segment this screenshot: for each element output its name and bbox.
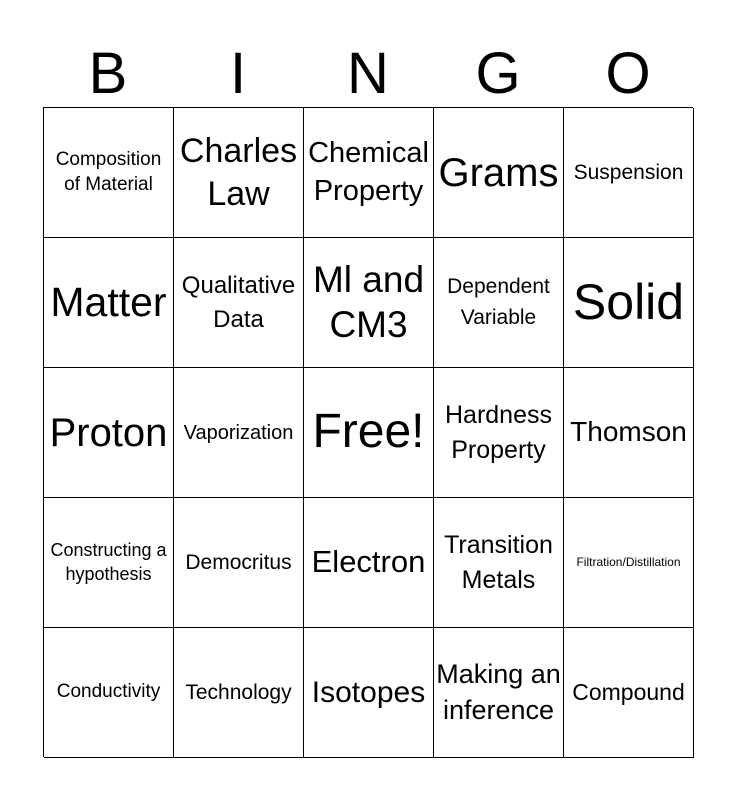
bingo-cell-qualitative-data[interactable] — [174, 238, 304, 368]
cell-label: Suspension — [573, 160, 684, 184]
bingo-cell-technology[interactable] — [174, 628, 304, 758]
cell-label: Qualitative Data — [181, 271, 296, 333]
bingo-cell-matter[interactable] — [44, 238, 174, 368]
cell-label: Filtration/Distillation — [576, 555, 681, 570]
cell-label: Isotopes — [311, 676, 426, 709]
cell-label: Technology — [185, 680, 292, 704]
cell-label: Conductivity — [56, 681, 161, 703]
header-letter-o: O — [605, 41, 651, 106]
bingo-cell-hardness-property[interactable] — [434, 368, 564, 498]
bingo-cell-isotopes[interactable] — [304, 628, 434, 758]
cell-label: Making an inference — [436, 659, 561, 725]
cell-label: Electron — [311, 544, 426, 580]
cell-label: Thomson — [570, 416, 687, 448]
bingo-cell-transition-metals[interactable] — [434, 498, 564, 628]
bingo-cell-solid[interactable] — [564, 238, 694, 368]
bingo-cell-constructing-a-hypothesis[interactable] — [44, 498, 174, 628]
bingo-cell-dependent-variable[interactable] — [434, 238, 564, 368]
bingo-cell-electron[interactable] — [304, 498, 434, 628]
bingo-cell-charles-law[interactable] — [174, 108, 304, 238]
bingo-board — [43, 107, 693, 757]
cell-label: Free! — [312, 405, 425, 459]
bingo-cell-making-an-inference[interactable] — [434, 628, 564, 758]
cell-label: Grams — [438, 150, 559, 195]
bingo-cell-vaporization[interactable] — [174, 368, 304, 498]
cell-label: Democritus — [185, 550, 292, 574]
bingo-cell-free[interactable] — [304, 368, 434, 498]
header-letter-g: G — [475, 41, 521, 106]
bingo-cell-chemical-property[interactable] — [304, 108, 434, 238]
bingo-cell-compound[interactable] — [564, 628, 694, 758]
cell-label: Proton — [49, 410, 168, 455]
bingo-cell-composition-of-material[interactable] — [44, 108, 174, 238]
cell-label: Transition Metals — [444, 530, 553, 594]
bingo-cell-proton[interactable] — [44, 368, 174, 498]
header-letter-b: B — [88, 41, 128, 106]
bingo-cell-ml-and-cm3[interactable] — [304, 238, 434, 368]
cell-label: Composition of Material — [55, 148, 162, 195]
header-letter-n: N — [347, 41, 389, 106]
cell-label: Vaporization — [183, 421, 294, 444]
bingo-cell-grams[interactable] — [434, 108, 564, 238]
cell-label: Solid — [572, 274, 685, 330]
bingo-cell-filtration-distillation[interactable] — [564, 498, 694, 628]
cell-label: Matter — [50, 278, 167, 325]
bingo-cell-suspension[interactable] — [564, 108, 694, 238]
bingo-cell-conductivity[interactable] — [44, 628, 174, 758]
cell-label: Chemical Property — [308, 136, 429, 207]
cell-label: Dependent Variable — [447, 275, 550, 329]
bingo-cell-democritus[interactable] — [174, 498, 304, 628]
bingo-header — [43, 40, 693, 108]
bingo-cell-thomson[interactable] — [564, 368, 694, 498]
header-letter-i: I — [229, 41, 247, 106]
cell-label: Ml and CM3 — [312, 259, 425, 345]
cell-label: Charles Law — [179, 132, 298, 213]
cell-label: Constructing a hypothesis — [50, 540, 167, 584]
cell-label: Compound — [572, 679, 685, 706]
cell-label: Hardness Property — [445, 400, 552, 464]
